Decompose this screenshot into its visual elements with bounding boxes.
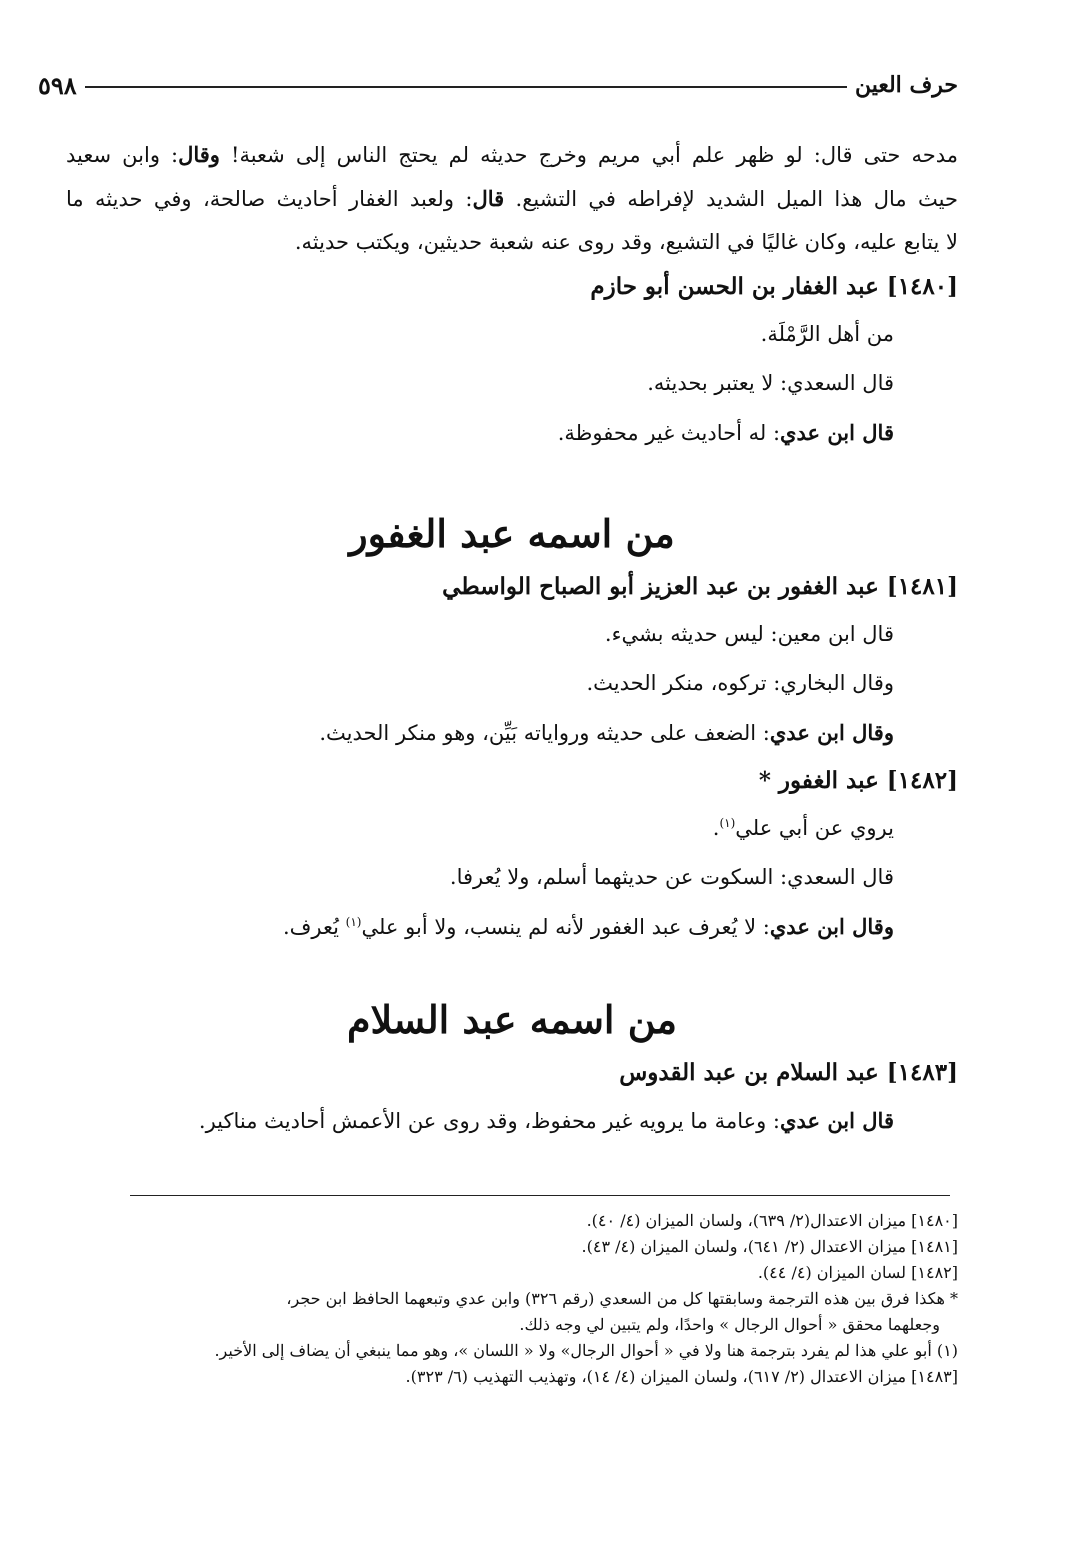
footnote-separator: [130, 1195, 950, 1196]
section-heading-abd-al-ghafur: من اسمه عبد الغفور: [349, 511, 675, 556]
entry-line: من أهل الرَّمْلَة.: [760, 322, 894, 346]
entry-text: : الضعف على حديثه ورواياته بَيِّن، وهو منكر الحديث.: [319, 721, 770, 745]
footnote: [١٤٨٢] لسان الميزان (٤/ ٤٤).: [757, 1263, 958, 1282]
entry-line: [66, 804, 958, 853]
intro-bold-label: قال: [472, 186, 505, 211]
intro-text: مدحه حتى قال: لو ظهر علم أبي مريم وخرج حديثه لم يحتج الناس إلى شعبة!: [219, 143, 958, 167]
entry-line: [66, 408, 958, 458]
footnote: [١٤٨٣] ميزان الاعتدال (٢/ ٦١٧)، ولسان الميزان (٤/ ١٤)، وتهذيب التهذيب (٦/ ٣٢٣).: [405, 1367, 958, 1386]
section-heading-abd-al-salam: من اسمه عبد السلام: [346, 997, 678, 1042]
entry-line: قال السعدي: السكوت عن حديثهما أسلم، ولا يُعرفا.: [449, 865, 894, 889]
entry-text: يُعرف.: [282, 915, 346, 939]
page-number: ٥٩٨: [38, 70, 77, 100]
intro-text: حيث مال هذا الميل الشديد لإفراطه في التشيع.: [504, 187, 959, 211]
intro-line: [66, 177, 958, 221]
speaker-label: قال ابن عدي: [780, 420, 894, 445]
entry-text: يروي عن أبي علي: [735, 816, 894, 840]
chapter-title: حرف العين: [854, 72, 958, 98]
entry-line: قال ابن معين: ليس حديثه بشيء.: [604, 622, 894, 646]
footnote: (١) أبو علي هذا لم يفرد بترجمة هنا ولا في « أحوال الرجال» ولا « اللسان »، وهو مما ينبغي أن يضاف إلى الأخير.: [214, 1341, 958, 1360]
entry-text: : وعامة ما يرويه غير محفوظ، وقد روى عن الأعمش أحاديث مناكير.: [198, 1109, 781, 1133]
speaker-label: قال ابن عدي: [780, 1108, 894, 1133]
entry-heading-1483: [١٤٨٣] عبد السلام بن عبد القدوس: [619, 1059, 958, 1086]
main-text: [66, 133, 958, 1146]
footnote: وجعلهما محقق « أحوال الرجال » واحدًا، ولم يتبين لي وجه ذلك.: [519, 1315, 940, 1334]
entry-line: [66, 902, 958, 952]
footnote-ref[interactable]: (١): [345, 915, 362, 929]
intro-line: لا يتابع عليه، وكان غاليًا في التشيع، وقد روى عنه شعبة حديثين، ويكتب حديثه.: [294, 230, 958, 254]
entry-line: [66, 1096, 958, 1146]
header-rule: [85, 86, 847, 88]
intro-line: [66, 133, 958, 177]
entry-line: [66, 708, 958, 758]
footnote: [١٤٨٠] ميزان الاعتدال(٢/ ٦٣٩)، ولسان الميزان (٤/ ٤٠).: [586, 1211, 958, 1230]
footnote-ref[interactable]: (١): [719, 816, 736, 830]
intro-text: : وابن سعيد: [66, 143, 179, 167]
speaker-label: وقال ابن عدي: [769, 914, 894, 939]
footnote: [١٤٨١] ميزان الاعتدال (٢/ ٦٤١)، ولسان الميزان (٤/ ٤٣).: [581, 1237, 958, 1256]
entry-line: قال السعدي: لا يعتبر بحديثه.: [647, 371, 894, 395]
entry-heading-1482: [١٤٨٢] عبد الغفور *: [758, 767, 958, 794]
entry-line: وقال البخاري: تركوه، منكر الحديث.: [586, 671, 894, 695]
entry-text: : لا يُعرف عبد الغفور لأنه لم ينسب، ولا أبو علي: [361, 915, 770, 939]
entry-text: : له أحاديث غير محفوظة.: [557, 421, 781, 445]
footnotes: [66, 1208, 958, 1390]
entry-heading-1481: [١٤٨١] عبد الغفور بن عبد العزيز أبو الصباح الواسطي: [442, 573, 958, 600]
entry-heading-1480: [١٤٨٠] عبد الغفار بن الحسن أبو حازم: [590, 273, 958, 300]
speaker-label: وقال ابن عدي: [769, 720, 894, 745]
footnote: * هكذا فرق بين هذه الترجمة وسابقتها كل من السعدي (رقم ٣٢٦) وابن عدي وتبعهما الحافظ ابن حجر،: [286, 1289, 958, 1308]
spacer: [66, 952, 958, 990]
intro-paragraph: [66, 133, 958, 264]
spacer: [66, 458, 958, 504]
intro-text: : ولعبد الغفار أحاديث صالحة، وفي حديثه ما: [66, 187, 473, 211]
entry-text: .: [712, 816, 720, 840]
intro-bold-label: وقال: [178, 142, 220, 167]
running-header: [28, 68, 958, 102]
